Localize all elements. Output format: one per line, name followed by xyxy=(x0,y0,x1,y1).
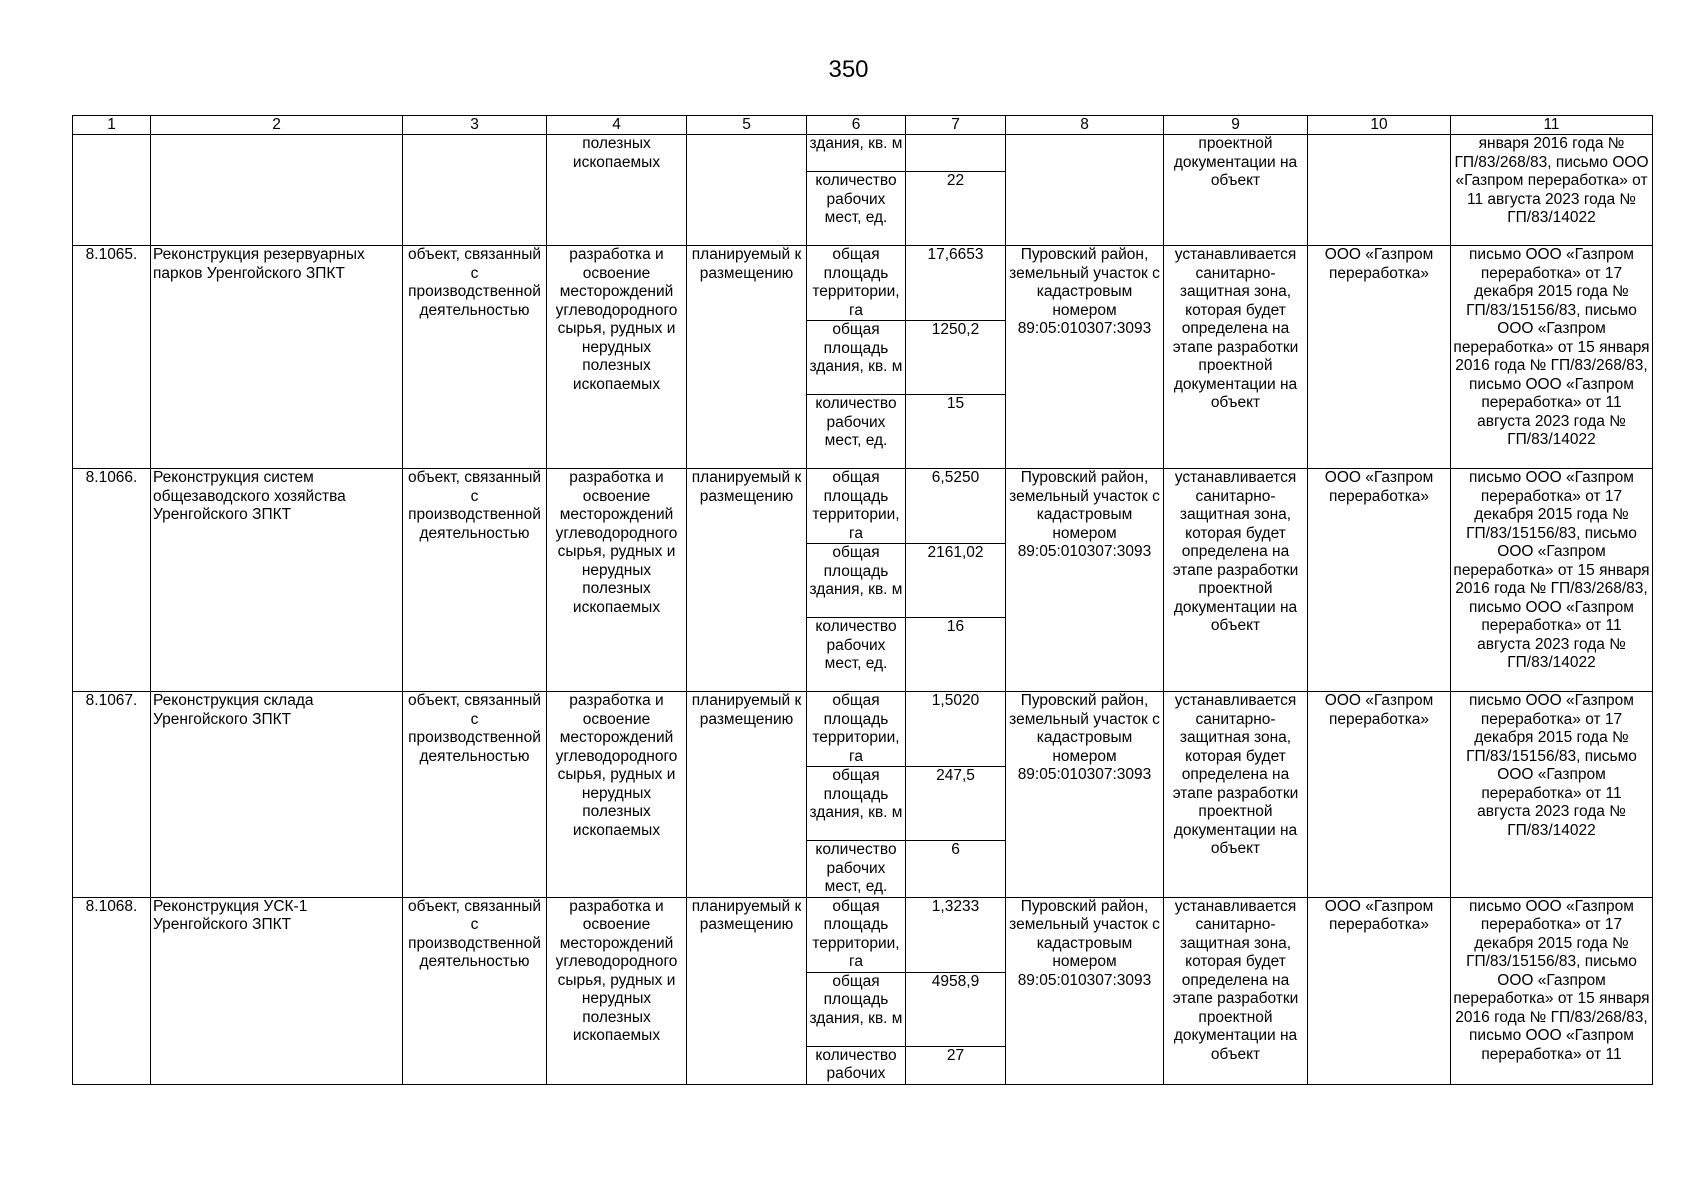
cell-indicator-value xyxy=(906,135,1006,172)
cell-number: 8.1068. xyxy=(73,897,151,1084)
cell-status: планируемый к размещению xyxy=(687,692,807,898)
page-number: 350 xyxy=(828,56,869,83)
cell-activity: разработка и освоение месторождений углеводородного сырья, рудных и нерудных полезных ископаемых xyxy=(547,692,687,898)
cell-indicator-label: общая площадь территории, га xyxy=(807,469,906,544)
cell-organization: ООО «Газпром переработка» xyxy=(1308,246,1451,469)
cell-zone: устанавливается санитарно-защитная зона, которая будет определена на этапе разработки проектной документации на объект xyxy=(1164,692,1308,898)
cell-basis: письмо ООО «Газпром переработка» от 17 декабря 2015 года № ГП/83/15156/83, письмо ООО «Газпром переработка» от 11 августа 2023 года № ГП/83/14022 xyxy=(1451,692,1653,898)
cell-location: Пуровский район, земельный участок с кадастровым номером 89:05:010307:3093 xyxy=(1006,469,1164,692)
cell-object-name: Реконструкция склада Уренгойского ЗПКТ xyxy=(151,692,403,898)
cell-number: 8.1065. xyxy=(73,246,151,469)
cell-indicator-label: количество рабочих мест, ед. xyxy=(807,395,906,469)
cell-activity: разработка и освоение месторождений углеводородного сырья, рудных и нерудных полезных ископаемых xyxy=(547,469,687,692)
cell-indicator-label: количество рабочих xyxy=(807,1046,906,1084)
cell-purpose: объект, связанный с производственной деятельностью xyxy=(403,692,547,898)
cell-status: планируемый к размещению xyxy=(687,469,807,692)
objects-table xyxy=(72,115,1653,1085)
cell-indicator-label: общая площадь территории, га xyxy=(807,897,906,972)
cell-purpose: объект, связанный с производственной деятельностью xyxy=(403,897,547,1084)
cell-indicator-label: общая площадь здания, кв. м xyxy=(807,544,906,618)
cell-activity: разработка и освоение месторождений углеводородного сырья, рудных и нерудных полезных ископаемых xyxy=(547,246,687,469)
column-header: 10 xyxy=(1308,116,1451,135)
cell-number: 8.1067. xyxy=(73,692,151,898)
column-header: 1 xyxy=(73,116,151,135)
cell-location xyxy=(1006,135,1164,246)
cell-indicator-label: здания, кв. м xyxy=(807,135,906,172)
cell-object-name: Реконструкция резервуарных парков Уренгойского ЗПКТ xyxy=(151,246,403,469)
cell-location: Пуровский район, земельный участок с кадастровым номером 89:05:010307:3093 xyxy=(1006,246,1164,469)
cell-organization: ООО «Газпром переработка» xyxy=(1308,897,1451,1084)
cell-location: Пуровский район, земельный участок с кадастровым номером 89:05:010307:3093 xyxy=(1006,692,1164,898)
cell-indicator-label: количество рабочих мест, ед. xyxy=(807,618,906,692)
cell-object-name: Реконструкция УСК-1 Уренгойского ЗПКТ xyxy=(151,897,403,1084)
cell-indicator-value: 27 xyxy=(906,1046,1006,1084)
cell-number: 8.1066. xyxy=(73,469,151,692)
cell-indicator-value: 17,6653 xyxy=(906,246,1006,321)
cell-number xyxy=(73,135,151,246)
cell-status xyxy=(687,135,807,246)
cell-indicator-label: общая площадь территории, га xyxy=(807,692,906,767)
column-header: 2 xyxy=(151,116,403,135)
column-header: 3 xyxy=(403,116,547,135)
column-header: 8 xyxy=(1006,116,1164,135)
cell-purpose: объект, связанный с производственной деятельностью xyxy=(403,469,547,692)
cell-indicator-value: 6 xyxy=(906,841,1006,898)
cell-indicator-value: 16 xyxy=(906,618,1006,692)
cell-object-name: Реконструкция систем общезаводского хозяйства Уренгойского ЗПКТ xyxy=(151,469,403,692)
column-header: 9 xyxy=(1164,116,1308,135)
table-row xyxy=(73,135,1653,172)
cell-purpose xyxy=(403,135,547,246)
cell-indicator-label: общая площадь здания, кв. м xyxy=(807,321,906,395)
column-header: 7 xyxy=(906,116,1006,135)
cell-activity: полезных ископаемых xyxy=(547,135,687,246)
cell-basis: письмо ООО «Газпром переработка» от 17 декабря 2015 года № ГП/83/15156/83, письмо ООО «Газпром переработка» от 15 января 2016 года № ГП/83/268/83, письмо ООО «Газпром переработка» от 11 августа 2023 года № ГП/83/14022 xyxy=(1451,246,1653,469)
cell-zone: устанавливается санитарно-защитная зона, которая будет определена на этапе разработки проектной документации на объект xyxy=(1164,246,1308,469)
column-header: 4 xyxy=(547,116,687,135)
cell-purpose: объект, связанный с производственной деятельностью xyxy=(403,246,547,469)
cell-activity: разработка и освоение месторождений углеводородного сырья, рудных и нерудных полезных ископаемых xyxy=(547,897,687,1084)
cell-indicator-value: 247,5 xyxy=(906,767,1006,841)
cell-indicator-value: 1,5020 xyxy=(906,692,1006,767)
column-header: 6 xyxy=(807,116,906,135)
cell-indicator-value: 1250,2 xyxy=(906,321,1006,395)
cell-basis: письмо ООО «Газпром переработка» от 17 декабря 2015 года № ГП/83/15156/83, письмо ООО «Газпром переработка» от 15 января 2016 года № ГП/83/268/83, письмо ООО «Газпром переработка» от 11 августа 2023 года № ГП/83/14022 xyxy=(1451,469,1653,692)
cell-organization: ООО «Газпром переработка» xyxy=(1308,692,1451,898)
cell-indicator-value: 6,5250 xyxy=(906,469,1006,544)
column-header: 11 xyxy=(1451,116,1653,135)
table-row xyxy=(73,246,1653,321)
cell-indicator-label: общая площадь территории, га xyxy=(807,246,906,321)
table-row xyxy=(73,692,1653,767)
column-header: 5 xyxy=(687,116,807,135)
cell-status: планируемый к размещению xyxy=(687,246,807,469)
cell-indicator-value: 2161,02 xyxy=(906,544,1006,618)
cell-basis: письмо ООО «Газпром переработка» от 17 декабря 2015 года № ГП/83/15156/83, письмо ООО «Газпром переработка» от 15 января 2016 года № ГП/83/268/83, письмо ООО «Газпром переработка» от 11 xyxy=(1451,897,1653,1084)
cell-zone: проектной документации на объект xyxy=(1164,135,1308,246)
cell-indicator-value: 15 xyxy=(906,395,1006,469)
cell-indicator-value: 1,3233 xyxy=(906,897,1006,972)
cell-indicator-label: количество рабочих мест, ед. xyxy=(807,172,906,246)
cell-indicator-value: 22 xyxy=(906,172,1006,246)
cell-location: Пуровский район, земельный участок с кадастровым номером 89:05:010307:3093 xyxy=(1006,897,1164,1084)
cell-zone: устанавливается санитарно-защитная зона, которая будет определена на этапе разработки проектной документации на объект xyxy=(1164,469,1308,692)
cell-zone: устанавливается санитарно-защитная зона, которая будет определена на этапе разработки проектной документации на объект xyxy=(1164,897,1308,1084)
table-row xyxy=(73,897,1653,972)
cell-indicator-value: 4958,9 xyxy=(906,972,1006,1046)
cell-organization: ООО «Газпром переработка» xyxy=(1308,469,1451,692)
cell-object-name xyxy=(151,135,403,246)
cell-indicator-label: общая площадь здания, кв. м xyxy=(807,767,906,841)
table-row xyxy=(73,469,1653,544)
table-body xyxy=(73,135,1653,1085)
header-row xyxy=(73,116,1653,135)
cell-status: планируемый к размещению xyxy=(687,897,807,1084)
cell-indicator-label: общая площадь здания, кв. м xyxy=(807,972,906,1046)
table-header xyxy=(73,116,1653,135)
cell-indicator-label: количество рабочих мест, ед. xyxy=(807,841,906,898)
cell-basis: января 2016 года № ГП/83/268/83, письмо ООО «Газпром переработка» от 11 августа 2023 года № ГП/83/14022 xyxy=(1451,135,1653,246)
cell-organization xyxy=(1308,135,1451,246)
